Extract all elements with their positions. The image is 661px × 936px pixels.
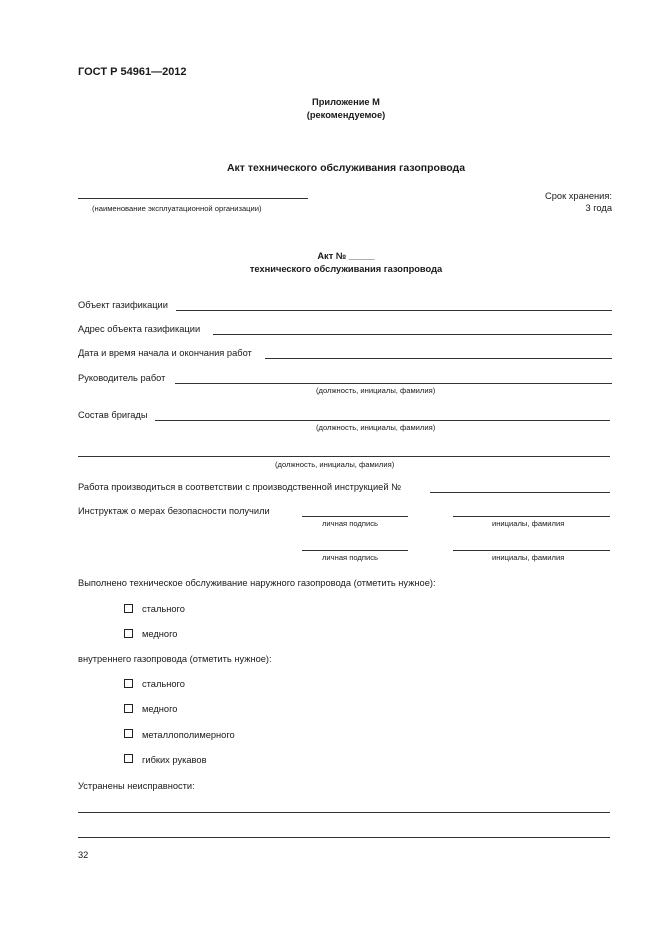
external-copper-label: медного [142,629,178,639]
initials-line-2[interactable] [453,550,610,551]
instruction-label: Работа производиться в соответствии с производственной инструкцией № [78,482,402,492]
external-steel-checkbox[interactable] [124,604,133,613]
external-steel-label: стального [142,604,185,614]
standard-code: ГОСТ Р 54961—2012 [78,66,187,78]
datetime-label: Дата и время начала и окончания работ [78,348,252,358]
defects-line-1[interactable] [78,812,610,813]
external-label: Выполнено техническое обслуживание наружного газопровода (отметить нужное): [78,578,436,588]
signature-caption-2: личная подпись [322,553,378,562]
retention-value: 3 года [585,203,612,213]
address-label: Адрес объекта газификации [78,324,201,334]
appendix-note: (рекомендуемое) [306,110,386,120]
act-subtitle: технического обслуживания газопровода [249,264,443,274]
initials-caption-1: инициалы, фамилия [492,519,565,528]
act-number: Акт № _____ [317,251,375,261]
external-copper-checkbox[interactable] [124,629,133,638]
internal-steel-label: стального [142,679,185,689]
initials-caption-2: инициалы, фамилия [492,553,565,562]
signature-line-1[interactable] [302,516,408,517]
safety-label: Инструктаж о мерах безопасности получили [78,506,270,516]
crew-input-line[interactable] [155,420,610,421]
supervisor-label: Руководитель работ [78,373,166,383]
object-input-line[interactable] [176,310,612,311]
internal-metal-polymer-label: металлополимерного [142,730,235,740]
defects-line-2[interactable] [78,837,610,838]
address-input-line[interactable] [213,334,612,335]
internal-steel-checkbox[interactable] [124,679,133,688]
object-label: Объект газификации [78,300,168,310]
document-title: Акт технического обслуживания газопровода [226,162,466,174]
appendix-title: Приложение М [312,97,380,107]
signature-caption-1: личная подпись [322,519,378,528]
crew-extra-caption: (должность, инициалы, фамилия) [275,460,395,469]
internal-label: внутреннего газопровода (отметить нужное): [78,654,272,664]
internal-copper-checkbox[interactable] [124,704,133,713]
initials-line-1[interactable] [453,516,610,517]
instruction-number-line[interactable] [430,492,610,493]
signature-line-2[interactable] [302,550,408,551]
supervisor-caption: (должность, инициалы, фамилия) [316,386,436,395]
retention-label: Срок хранения: [545,191,612,201]
page-number: 32 [78,850,89,860]
defects-label: Устранены неисправности: [78,781,195,791]
internal-metal-polymer-checkbox[interactable] [124,729,133,738]
internal-copper-label: медного [142,704,178,714]
crew-caption: (должность, инициалы, фамилия) [316,423,436,432]
org-name-line[interactable] [78,198,308,199]
supervisor-input-line[interactable] [175,383,612,384]
internal-flex-hose-label: гибких рукавов [142,755,207,765]
org-name-caption: (наименование эксплуатационной организации) [92,204,262,213]
datetime-input-line[interactable] [265,358,612,359]
crew-extra-line[interactable] [78,456,610,457]
internal-flex-hose-checkbox[interactable] [124,754,133,763]
crew-label: Состав бригады [78,410,148,420]
